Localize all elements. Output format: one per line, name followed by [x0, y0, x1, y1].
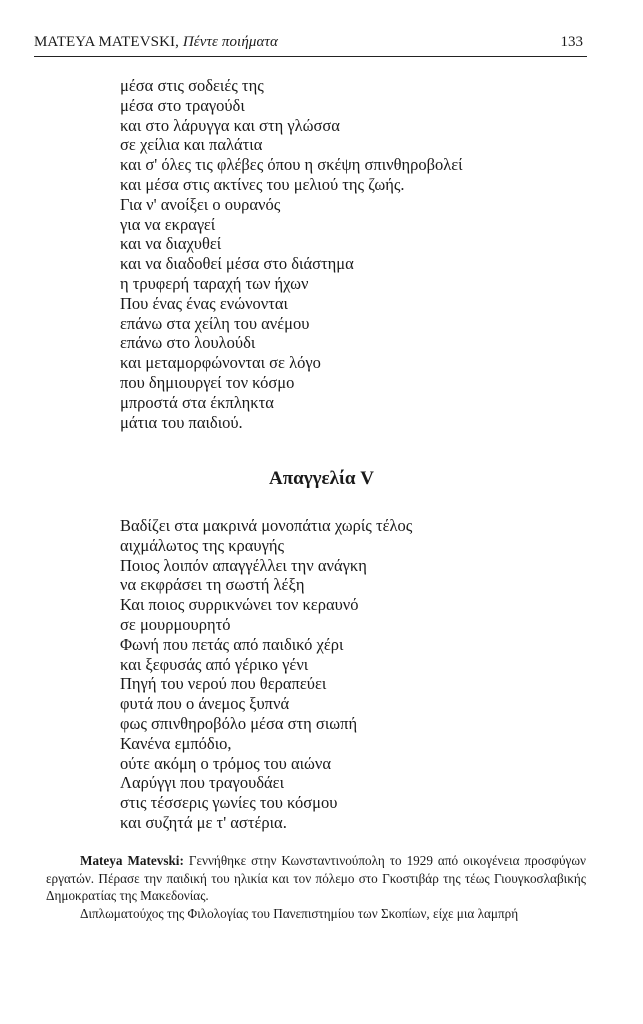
- poem-line: που δημιουργεί τον κόσμο: [120, 372, 295, 392]
- poem-line: να εκφράσει τη σωστή λέξη: [120, 575, 305, 595]
- poem-line: Πηγή του νερού που θεραπεύει: [120, 674, 327, 694]
- bio-paragraph: [46, 852, 586, 905]
- poem-line: Για ν' ανοίξει ο ουρανός: [120, 194, 281, 214]
- poem-line: επάνω στα χείλη του ανέμου: [120, 313, 310, 333]
- bio-paragraph: Διπλωματούχος της Φιλολογίας του Πανεπιστημίου των Σκοπίων, είχε μια λαμπρή: [80, 905, 519, 921]
- poem-line: για να εκραγεί: [120, 214, 216, 234]
- poem-line: μέσα στις σοδειές της: [120, 76, 264, 95]
- poem-line: και σ' όλες τις φλέβες όπου η σκέψη σπινθηροβολεί: [120, 155, 463, 175]
- poem-line: αιχμάλωτος της κραυγής: [120, 535, 285, 555]
- running-head-author: MATEYA MATEVSKI,: [34, 34, 179, 50]
- poem-line: Που ένας ένας ενώνονται: [120, 293, 288, 313]
- running-head-work: Πέντε ποιήματα: [182, 34, 278, 50]
- poem-line: σε χείλια και παλάτια: [120, 135, 263, 155]
- poem-line: μέσα στο τραγούδι: [120, 95, 245, 115]
- poem-line: ούτε ακόμη ο τρόμος του αιώνα: [120, 753, 332, 773]
- poem-line: φως σπινθηροβόλο μέσα στη σιωπή: [120, 713, 358, 733]
- poem-line: Ποιος λοιπόν απαγγέλλει την ανάγκη: [120, 555, 367, 575]
- poem-line: και μεταμορφώνονται σε λόγο: [120, 353, 321, 373]
- poem-line: και ξεφυσάς από γέρικο γένι: [120, 654, 309, 674]
- poem-line: Κανένα εμπόδιο,: [120, 733, 232, 753]
- poem-title: Απαγγελία V: [269, 468, 374, 489]
- poem-continuation: [120, 76, 463, 432]
- poem-line: και συζητά με τ' αστέρια.: [120, 812, 287, 832]
- poem-line: και να διαδοθεί μέσα στο διάστημα: [120, 254, 354, 274]
- poem-line: Βαδίζει στα μακρινά μονοπάτια χωρίς τέλος: [120, 516, 413, 535]
- poem-line: μάτια του παιδιού.: [120, 412, 243, 432]
- poem-line: και να διαχυθεί: [120, 234, 222, 254]
- bio-text: Γεννήθηκε στην Κωνσταντινούπολη το 1929 από οικογένεια προσφύγων εργατών. Πέρασε την παιδική του ηλικία και τον πόλεμο στο Γκοστιβάρ της τέως Γιουγκοσλαβικής Δημοκρατίας της Μακεδονίας.: [46, 853, 587, 904]
- poem-line: επάνω στο λουλούδι: [120, 333, 256, 353]
- poem-line: φυτά που ο άνεμος ξυπνά: [120, 694, 290, 714]
- poem-line: Και ποιος συρρικνώνει τον κεραυνό: [120, 595, 359, 615]
- poem-line: και μέσα στις ακτίνες του μελιού της ζωής.: [120, 174, 405, 194]
- poem-line: η τρυφερή ταραχή των ήχων: [120, 273, 309, 293]
- bio-author-name: Mateya Matevski:: [80, 853, 184, 868]
- running-head: [34, 34, 587, 57]
- poem-line: στις τέσσερις γωνίες του κόσμου: [120, 793, 338, 813]
- poem-line: σε μουρμουρητό: [120, 614, 231, 634]
- running-head-title: [34, 34, 278, 51]
- poem-line: και στο λάρυγγα και στη γλώσσα: [120, 115, 340, 135]
- poem-v-body: [120, 516, 412, 833]
- poem-line: Φωνή που πετάς από παιδικό χέρι: [120, 634, 344, 654]
- poem-line: μπροστά στα έκπληκτα: [120, 392, 274, 412]
- author-bio: [46, 852, 586, 922]
- page-number: 133: [560, 34, 583, 50]
- poem-line: Λαρύγγι που τραγουδάει: [120, 773, 285, 793]
